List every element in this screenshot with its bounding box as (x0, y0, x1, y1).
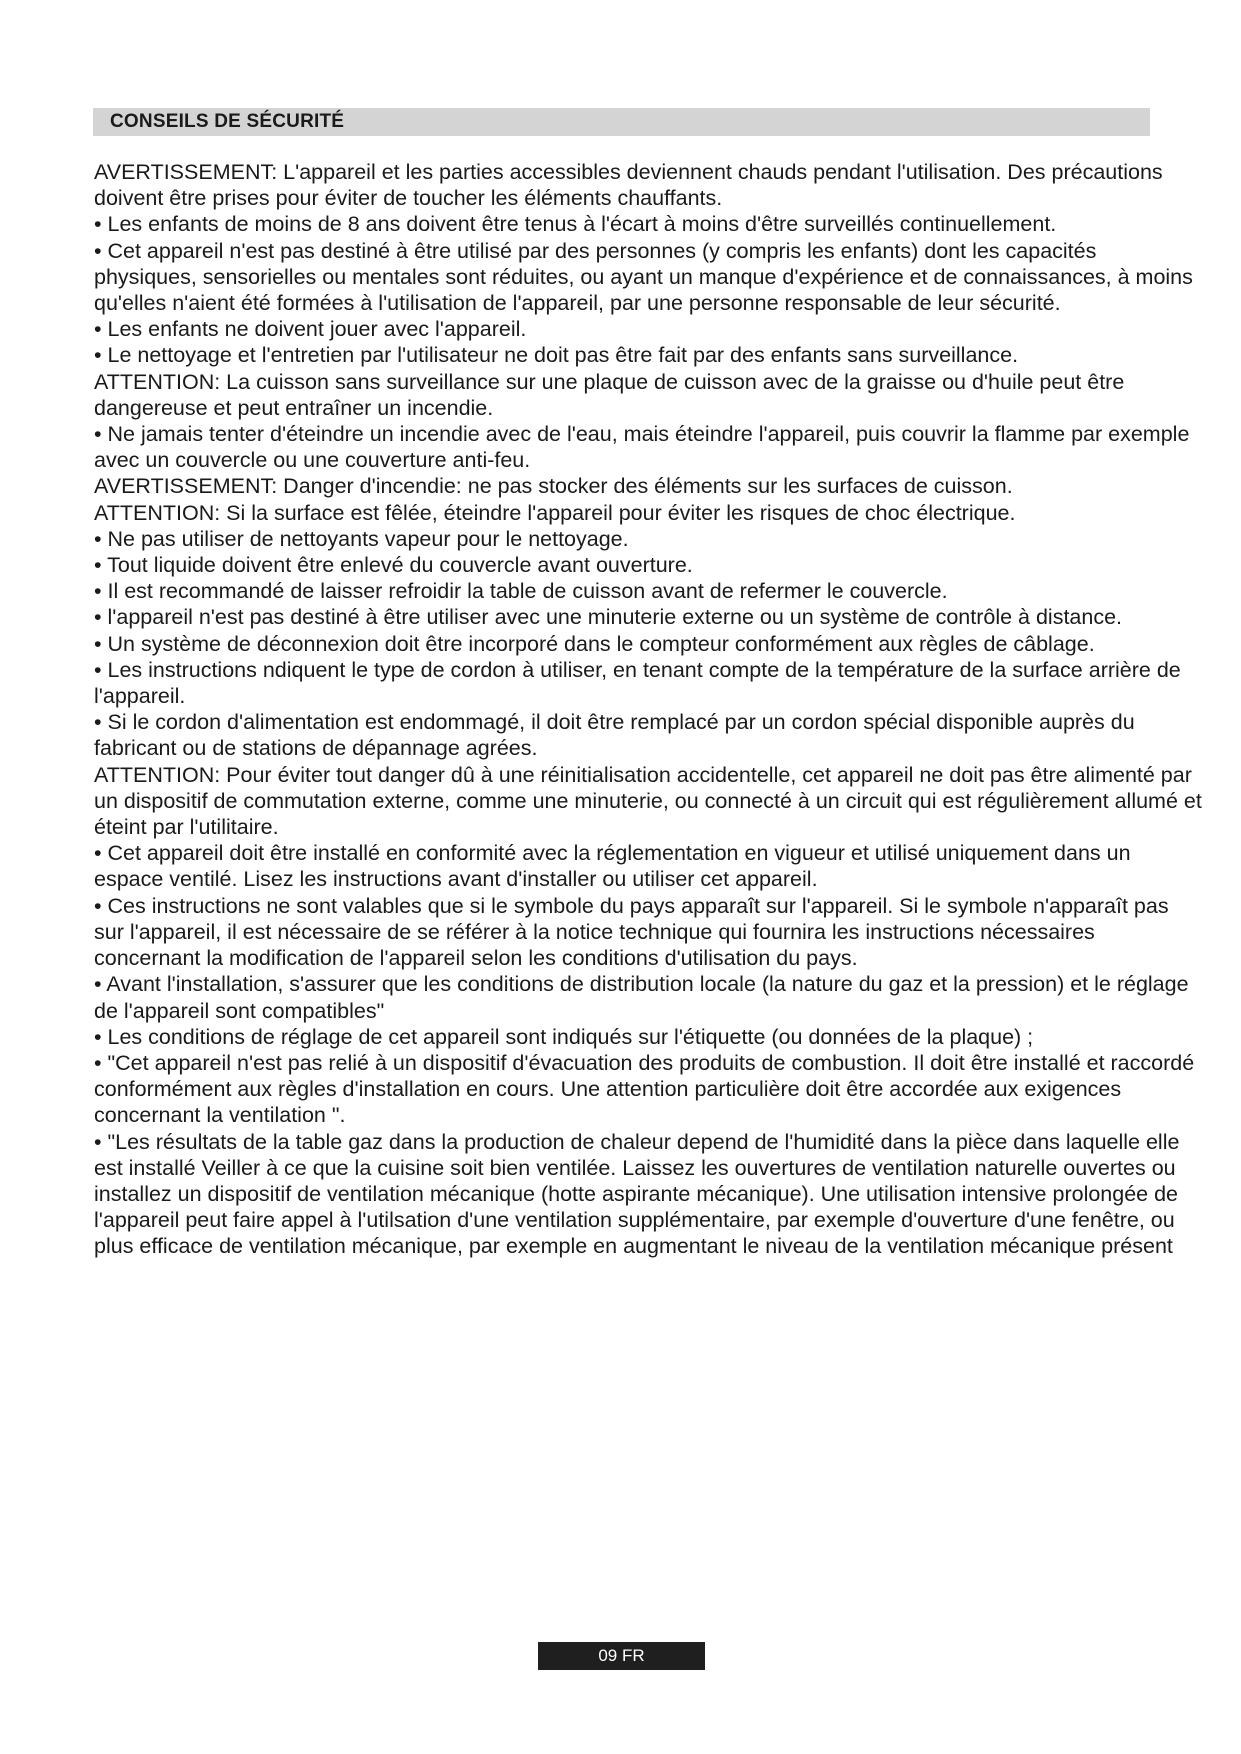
paragraph: • "Cet appareil n'est pas relié à un dispositif d'évacuation des produits de combustion. Il doit être installé et raccordé conformément aux règles d'installation en cours. Une attention particulière doit être accordée aux exigences concernant la ventilation ". (94, 1050, 1195, 1128)
paragraph: • Si le cordon d'alimentation est endommagé, il doit être remplacé par un cordon spécial disponible auprès du fabricant ou de stations de dépannage agrées. (94, 710, 1135, 761)
section-header-bar (93, 108, 1150, 136)
paragraph: • Il est recommandé de laisser refroidir la table de cuisson avant de refermer le couvercle. (94, 579, 948, 604)
paragraph: • Cet appareil n'est pas destiné à être utilisé par des personnes (y compris les enfants) dont les capacités physiques, sensorielles ou mentales sont réduites, ou ayant un manque d'expérience et de connaissances, à moins qu'elles n'aient été formées à l'utilisation de l'appareil, par une personne responsable de leur sécurité. (94, 238, 1193, 316)
paragraph: • Ces instructions ne sont valables que si le symbole du pays apparaît sur l'appareil. Si le symbole n'apparaît pas sur l'appareil, il est nécessaire de se référer à la notice technique qui fournira les instructions nécessaires concernant la modification de l'appareil selon les conditions d'utilisation du pays. (94, 893, 1169, 971)
paragraph: • l'appareil n'est pas destiné à être utiliser avec une minuterie externe ou un système de contrôle à distance. (94, 605, 1123, 630)
section-title: CONSEILS DE SÉCURITÉ (110, 111, 345, 132)
paragraph: • Un système de déconnexion doit être incorporé dans le compteur conformément aux règles de câblage. (94, 631, 1095, 656)
paragraph: • Les conditions de réglage de cet appareil sont indiqués sur l'étiquette (ou données de la plaque) ; (94, 1024, 1034, 1049)
paragraph: • Tout liquide doivent être enlevé du couvercle avant ouverture. (94, 553, 693, 578)
paragraph: • Le nettoyage et l'entretien par l'utilisateur ne doit pas être fait par des enfants sans surveillance. (94, 343, 1019, 368)
paragraph: ATTENTION: La cuisson sans surveillance sur une plaque de cuisson avec de la graisse ou d'huile peut être dangereuse et peut entraîner un incendie. (94, 369, 1125, 420)
paragraph: • Cet appareil doit être installé en conformité avec la réglementation en vigueur et utilisé uniquement dans un espace ventilé. Lisez les instructions avant d'installer ou utiliser cet appareil. (94, 841, 1131, 892)
paragraph: ATTENTION: Si la surface est fêlée, éteindre l'appareil pour éviter les risques de choc électrique. (94, 500, 1016, 525)
paragraph: • Les enfants ne doivent jouer avec l'appareil. (94, 317, 527, 342)
paragraph: AVERTISSEMENT: Danger d'incendie: ne pas stocker des éléments sur les surfaces de cuisson. (94, 474, 1013, 499)
paragraph: • Ne pas utiliser de nettoyants vapeur pour le nettoyage. (94, 526, 629, 551)
paragraph: AVERTISSEMENT: L'appareil et les parties accessibles deviennent chauds pendant l'utilisation. Des précautions doivent être prises pour éviter de toucher les éléments chauffants. (94, 160, 1163, 211)
paragraph: • Les instructions ndiquent le type de cordon à utiliser, en tenant compte de la température de la surface arrière de l'appareil. (94, 657, 1181, 709)
paragraph: • "Les résultats de la table gaz dans la production de chaleur depend de l'humidité dans la pièce dans laquelle elle est installé Veiller à ce que la cuisine soit bien ventilée. Laissez les ouvertures de ventilation naturelle ouvertes ou installez un dispositif de ventilation mécanique (hotte aspirante mécanique). Une utilisation intensive prolongée de l'appareil peut faire appel à l'utilsation d'une ventilation supplémentaire, par exemple d'ouverture d'une fenêtre, ou plus efficace de ventilation mécanique, par exemple en augmentant le niveau de la ventilation mécanique présent (94, 1129, 1180, 1259)
paragraph: ATTENTION: Pour éviter tout danger dû à une réinitialisation accidentelle, cet appareil ne doit pas être alimenté par un dispositif de commutation externe, comme une minuterie, ou connecté à un circuit qui est régulièrement allumé et éteint par l'utilitaire. (94, 762, 1202, 840)
page-number-badge (538, 1642, 705, 1670)
paragraph: • Les enfants de moins de 8 ans doivent être tenus à l'écart à moins d'être surveillés continuellement. (94, 212, 1057, 237)
page-number: 09 FR (598, 1646, 645, 1665)
paragraph: • Avant l'installation, s'assurer que les conditions de distribution locale (la nature du gaz et la pression) et le réglage de l'appareil sont compatibles" (94, 972, 1189, 1023)
paragraph: • Ne jamais tenter d'éteindre un incendie avec de l'eau, mais éteindre l'appareil, puis couvrir la flamme par exemple avec un couvercle ou une couverture anti-feu. (94, 422, 1190, 473)
safety-instructions-body (94, 159, 1204, 1260)
